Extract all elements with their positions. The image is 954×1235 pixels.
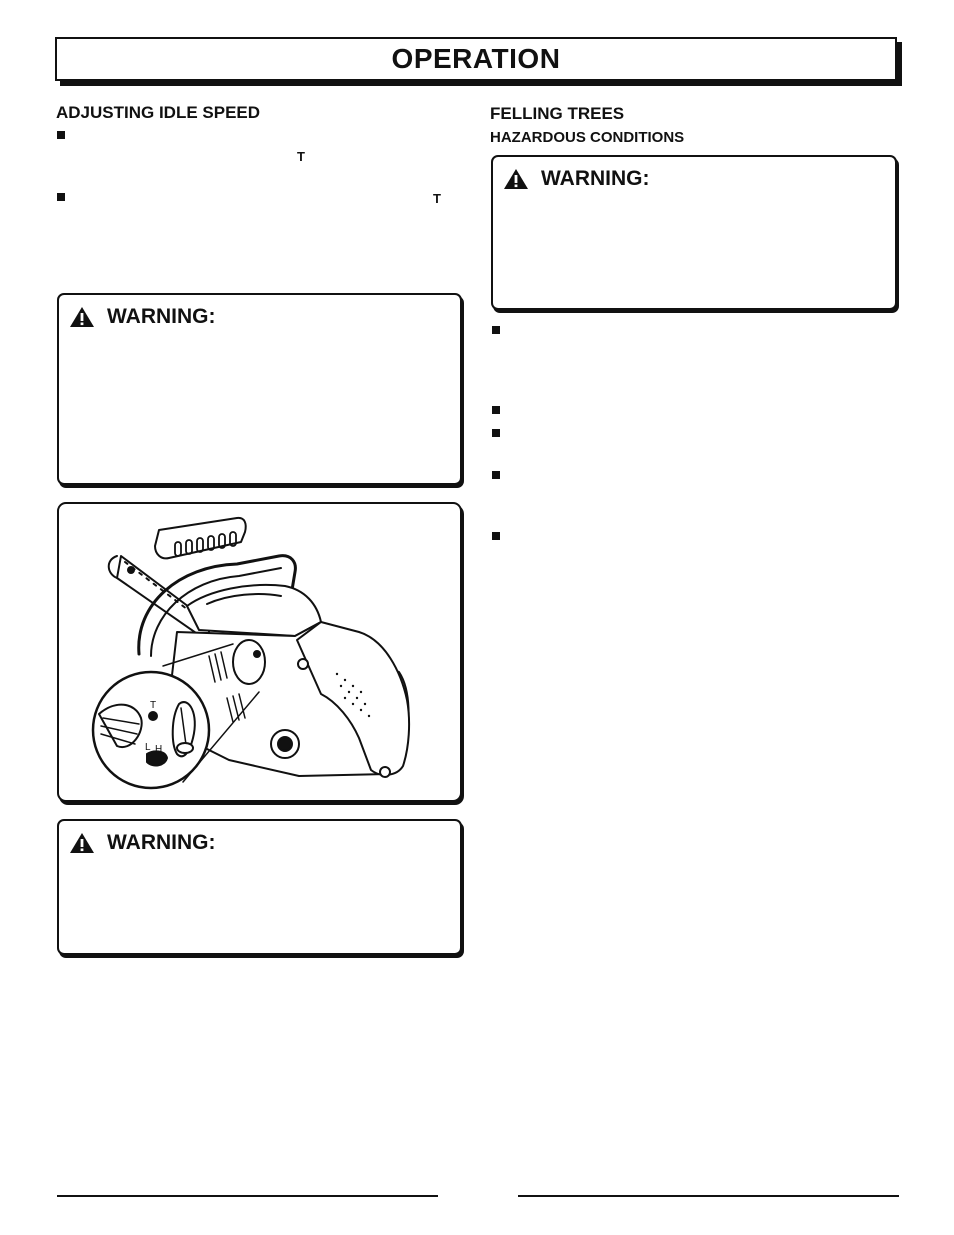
page-title-bar (55, 37, 897, 81)
square-bullet-icon (492, 326, 500, 334)
figure-callout-l: L (145, 742, 151, 753)
footer-rule-left (57, 1195, 438, 1197)
warning-header (503, 167, 650, 191)
figure-callout-h: H (155, 744, 163, 755)
section-title-idle-speed: ADJUSTING IDLE SPEED (56, 103, 261, 122)
subsection-title-hazardous: HAZARDOUS CONDITIONS (490, 129, 685, 146)
warning-label: WARNING: (107, 305, 216, 328)
warning-triangle-icon (69, 306, 95, 328)
square-bullet-icon (492, 406, 500, 414)
warning-header (69, 305, 216, 329)
chainsaw-illustration (59, 504, 460, 800)
square-bullet-icon (492, 429, 500, 437)
warning-box (491, 155, 897, 310)
warning-triangle-icon (69, 832, 95, 854)
warning-header (69, 831, 216, 855)
warning-box (57, 293, 462, 485)
warning-box (57, 819, 462, 955)
square-bullet-icon (492, 471, 500, 479)
figure-callout-t: T (150, 700, 157, 711)
square-bullet-icon (57, 193, 65, 201)
page-title: OPERATION (391, 43, 561, 74)
warning-triangle-icon (503, 168, 529, 190)
inline-letter-t: T (297, 149, 305, 164)
warning-label: WARNING: (107, 831, 216, 854)
square-bullet-icon (57, 131, 65, 139)
chainsaw-figure (57, 502, 462, 802)
square-bullet-icon (492, 532, 500, 540)
footer-rule-right (518, 1195, 899, 1197)
warning-label: WARNING: (541, 167, 650, 190)
section-title-felling-trees: FELLING TREES (490, 104, 625, 123)
inline-letter-t: T (433, 191, 441, 206)
